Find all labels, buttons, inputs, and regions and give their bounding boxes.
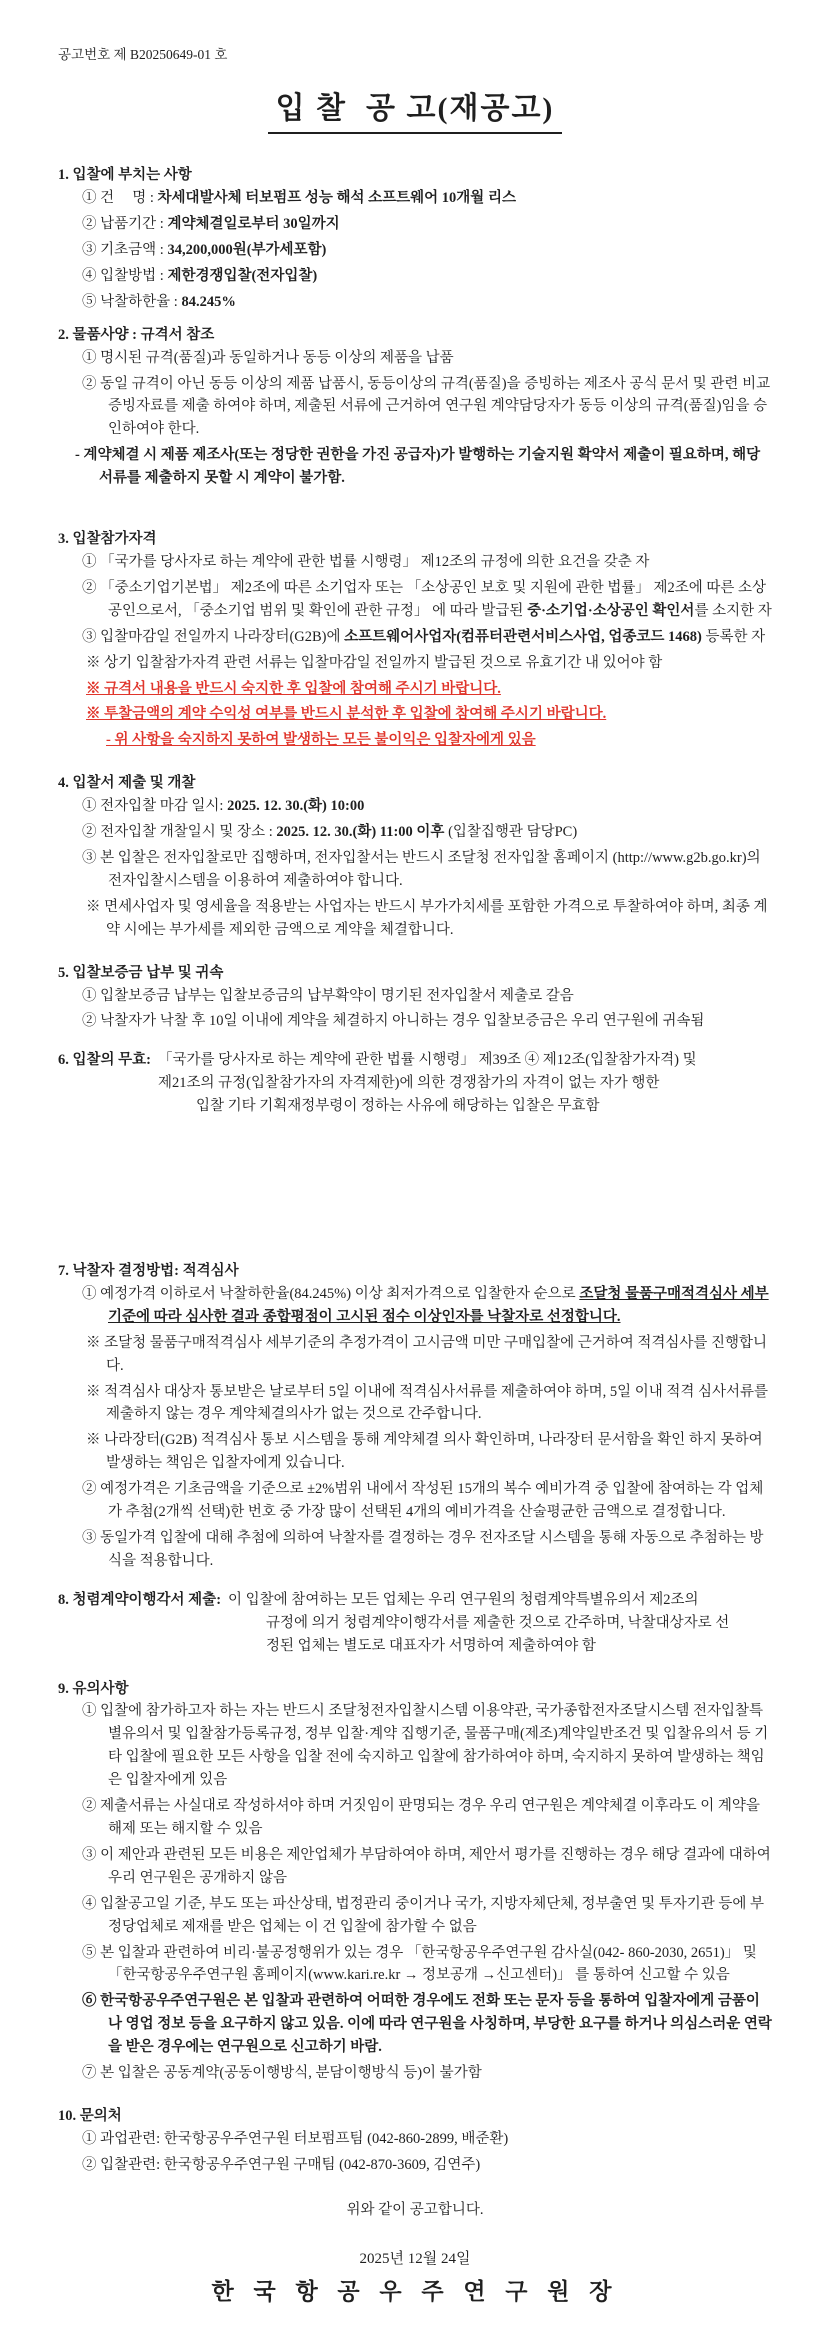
section-9-heading: 9. 유의사항 (58, 1680, 129, 1697)
page-break-gap (58, 1118, 772, 1244)
section-1-heading: 1. 입찰에 부치는 사항 (58, 167, 192, 184)
section-1-item-4 (82, 265, 772, 288)
signer-title: 한 국 항 공 우 주 연 구 원 장 (211, 2279, 619, 2305)
section-2-heading: 2. 물품사양 : 규격서 참조 (58, 326, 215, 343)
section-3-note-1: ※ 상기 입찰참가자격 관련 서류는 입찰마감일 전일까지 발급된 것으로 유효기간 내 있어야 함 (86, 654, 663, 671)
announcement-date: 2025년 12월 24일 (359, 2250, 471, 2267)
item-2-label: ② 납품기간 : (82, 216, 168, 233)
item-text: 등록한 자 (701, 628, 766, 645)
section-10-contact-2: ② 입찰관련: 한국항공우주연구원 구매팀 (042-870-3609, 김연주) (82, 2156, 481, 2173)
section-1-item-5 (82, 291, 772, 314)
item-text: 를 소지한 자 (694, 602, 772, 619)
section-3-red-note-2: ※ 투찰금액의 계약 수익성 여부를 반드시 분석한 후 입찰에 참여해 주시기 바랍니다. (86, 706, 607, 723)
section-8-label: 8. 청렴계약이행각서 제출: (58, 1591, 222, 1608)
page-title (58, 91, 772, 134)
section-8-line-2: 규정에 의거 청렴계약이행각서를 제출한 것으로 간주하며, 낙찰대상자로 선 (266, 1614, 730, 1631)
item-4-label: ④ 입찰방법 : (82, 267, 168, 284)
section-5-item-2: ② 낙찰자가 낙찰 후 10일 이내에 계약을 체결하지 아니하는 경우 입찰보증금은 우리 연구원에 귀속됨 (82, 1013, 705, 1030)
section-8-integrity-pledge (58, 1589, 772, 1658)
section-7-note-2: ※ 적격심사 대상자 통보받은 날로부터 5일 이내에 적격심사서류를 제출하여야 하며, 5일 이내 적격 심사서류를 제출하지 않는 경우 계약체결의사가 없는 것으로 간주합니다. (86, 1383, 769, 1423)
section-8-body (228, 1589, 772, 1658)
closing-statement: 위와 같이 공고합니다. (346, 2201, 484, 2218)
section-4-item-3: ③ 본 입찰은 전자입찰로만 집행하며, 전자입찰서는 반드시 조달청 전자입찰 홈페이지 (http://www.g2b.go.kr)의 전자입찰시스템을 이용하여 제출하여야 합니다. (82, 849, 761, 889)
section-3-item-1: ① 「국가를 당사자로 하는 계약에 관한 법률 시행령」 제12조의 규정에 의한 요건을 갖춘 자 (82, 554, 650, 571)
section-6-line-2: 제21조의 규정(입찰참가자의 자격제한)에 의한 경쟁참가의 자격이 없는 자가 행한 (158, 1075, 660, 1092)
section-4-note-1: ※ 면세사업자 및 영세율을 적용받는 사업자는 반드시 부가가치세를 포함한 가격으로 투찰하여야 하며, 최종 계약 시에는 부가세를 제외한 금액으로 계약을 체결합니다. (86, 898, 768, 938)
item-text: ① 전자입찰 마감 일시: (82, 798, 228, 815)
section-6-body (158, 1049, 772, 1118)
section-1-item-1 (82, 187, 772, 210)
section-5-heading: 5. 입찰보증금 납부 및 귀속 (58, 964, 224, 981)
section-10-contact-1: ① 과업관련: 한국항공우주연구원 터보펌프팀 (042-860-2899, 배준환) (82, 2130, 509, 2147)
section-7-item-3: ③ 동일가격 입찰에 대해 추첨에 의하여 낙찰자를 결정하는 경우 전자조달 시스템을 통해 자동으로 추첨하는 방식을 적용합니다. (82, 1530, 764, 1569)
section-9-item-4: ④ 입찰공고일 기준, 부도 또는 파산상태, 법정관리 중이거나 국가, 지방자체단체, 정부출연 및 투자기관 등에 부정당업체로 제재를 받은 업체는 이 건 입찰에 참가할 수 없음 (82, 1895, 765, 1935)
section-4-item-1 (82, 795, 772, 818)
item-bold-text: 소프트웨어사업자(컴퓨터관련서비스사업, 업종코드 1468) (344, 628, 702, 645)
item-5-label: ⑤ 낙찰하한율 : (82, 293, 182, 310)
section-9-item-3: ③ 이 제안과 관련된 모든 비용은 제안업체가 부담하여야 하며, 제안서 평가를 진행하는 경우 해당 결과에 대하여 우리 연구원은 공개하지 않음 (82, 1846, 771, 1886)
section-5-item-1: ① 입찰보증금 납부는 입찰보증금의 납부확약이 명기된 전자입찰서 제출로 갈음 (82, 987, 574, 1004)
section-9-item-7: ⑦ 본 입찰은 공동계약(공동이행방식, 분담이행방식 등)이 불가함 (82, 2065, 482, 2082)
section-7-note-1: ※ 조달청 물품구매적격심사 세부기준의 추정가격이 고시금액 미만 구매입찰에 근거하여 적격심사를 진행합니다. (86, 1334, 768, 1374)
doc-number: 공고번호 제 B20250649-01 호 (58, 47, 228, 62)
section-3-item-2 (82, 577, 772, 623)
item-underlined-text: 조달청 물품구매적격심사 세부기준에 따라 심사한 결과 종합평점이 고시된 점수 이상인자를 낙찰자로 선정합니다. (108, 1285, 769, 1325)
section-8-line-3: 정된 업체는 별도로 대표자가 서명하여 제출하여야 함 (266, 1637, 596, 1654)
section-2-item-1: ① 명시된 규격(품질)과 동일하거나 동등 이상의 제품을 납품 (82, 349, 454, 366)
section-3-red-note-3: - 위 사항을 숙지하지 못하여 발생하는 모든 불이익은 입찰자에게 있음 (106, 732, 536, 749)
section-9-item-1: ① 입찰에 참가하고자 하는 자는 반드시 조달청전자입찰시스템 이용약관, 국가종합전자조달시스템 전자입찰특별유의서 및 입찰참가등록규정, 정부 입찰·계약 집행기준, 물품구매(제조)계약일반조건 및 입찰유의서 등 기타 입찰에 필요한 모든 사항을 입찰 전에 숙지하고 입찰에 참가하여야 하며, 숙지하지 못하여 발생하는 책임은 입찰자에게 있음 (82, 1703, 769, 1789)
section-8-line-1: 이 입찰에 참여하는 모든 업체는 우리 연구원의 청렴계약특별유의서 제2조의 (228, 1591, 699, 1608)
item-3-label: ③ 기초금액 : (82, 242, 168, 259)
section-9-item-6: ⑥ 한국항공우주연구원은 본 입찰과 관련하여 어떠한 경우에도 전화 또는 문자 등을 통하여 입찰자에게 금품이나 영업 정보 등을 요구하지 않고 있음. 이에 따라 연구원을 사칭하며, 부당한 요구를 하거나 의심스러운 연락을 받은 경우에는 연구원으로 신고하기 바람. (82, 1993, 772, 2056)
item-text: ① 예정가격 이하로서 낙찰하한율(84.245%) 이상 최저가격으로 입찰한자 순으로 (82, 1285, 580, 1302)
deadline-datetime: 2025. 12. 30.(화) 10:00 (227, 798, 365, 815)
section-7-item-1 (82, 1283, 772, 1329)
section-6-invalid-bids (58, 1049, 772, 1118)
section-1-item-2 (82, 213, 772, 236)
section-6-line-3: 입찰 기타 기획재정부령이 정하는 사유에 해당하는 입찰은 무효함 (196, 1098, 600, 1115)
item-4-value: 제한경쟁입찰(전자입찰) (167, 267, 318, 284)
section-1-item-3 (82, 239, 772, 262)
section-3-heading: 3. 입찰참가자격 (58, 531, 157, 548)
section-9-item-2: ② 제출서류는 사실대로 작성하셔야 하며 거짓임이 판명되는 경우 우리 연구원은 계약체결 이후라도 이 계약을 해제 또는 해지할 수 있음 (82, 1798, 760, 1837)
item-text: ② 전자입찰 개찰일시 및 장소 : (82, 824, 277, 841)
item-3-value: 34,200,000원(부가세포함) (167, 242, 327, 259)
section-9-item-5: ⑤ 본 입찰과 관련하여 비리·불공정행위가 있는 경우 「한국항공우주연구원 감사실(042- 860-2030, 2651)」 및 「한국항공우주연구원 홈페이지(www.kari.re.kr → 정보공개 →신고센터)」 를 통하여 신고할 수 있음 (82, 1944, 757, 1984)
section-2-dash-note: - 계약체결 시 제품 제조사(또는 정당한 권한을 가진 공급자)가 발행하는 기술지원 확약서 제출이 필요하며, 해당 서류를 제출하지 못할 시 계약이 불가함. (75, 447, 761, 487)
item-5-value: 84.245% (181, 293, 236, 310)
section-3-item-3 (82, 626, 772, 649)
section-2-item-2: ② 동일 규격이 아닌 동등 이상의 제품 납품시, 동등이상의 규격(품질)을 증빙하는 제조사 공식 문서 및 관련 비교증빙자료를 제출 하여야 하며, 제출된 서류에 근거하여 연구원 계약담당자가 동등 이상의 규격(품질)임을 승인하여야 한다. (82, 375, 771, 438)
opening-datetime: 2025. 12. 30.(화) 11:00 이후 (276, 824, 445, 841)
item-1-value: 차세대발사체 터보펌프 성능 해석 소프트웨어 10개월 리스 (157, 190, 516, 207)
item-bold-text: 중·소기업·소상공인 확인서 (527, 602, 695, 619)
section-7-heading: 7. 낙찰자 결정방법: 적격심사 (58, 1263, 239, 1280)
section-4-heading: 4. 입찰서 제출 및 개찰 (58, 775, 196, 792)
item-text: ③ 입찰마감일 전일까지 나라장터(G2B)에 (82, 628, 345, 645)
page-title-text: 입 찰 공 고(재공고) (268, 91, 563, 134)
item-2-value: 계약체결일로부터 30일까지 (167, 216, 340, 233)
section-6-label: 6. 입찰의 무효: (58, 1052, 151, 1069)
item-1-label: ① 건 명 : (82, 190, 158, 207)
section-7-item-2: ② 예정가격은 기초금액을 기준으로 ±2%범위 내에서 작성된 15개의 복수 예비가격 중 입찰에 참여하는 각 업체가 추첨(2개씩 선택)한 번호 중 가장 많이 선택된 4개의 예비가격을 산술평균한 금액으로 결정합니다. (82, 1481, 764, 1521)
item-text: ② 「중소기업기본법」 제2조에 따른 소기업자 또는 「소상공인 보호 및 지원에 관한 법률」 제2조에 따른 소상공인으로서, 「중소기업 범위 및 확인에 관한 규정」 에 따라 발급된 (82, 579, 767, 619)
section-6-line-1: 「국가를 당사자로 하는 계약에 관한 법률 시행령」 제39조 ④ 제12조(입찰참가자격) 및 (158, 1052, 697, 1069)
section-10-heading: 10. 문의처 (58, 2107, 122, 2124)
section-4-item-2 (82, 821, 772, 844)
item-text: (입찰집행관 담당PC) (444, 824, 578, 841)
section-3-red-note-1: ※ 규격서 내용을 반드시 숙지한 후 입찰에 참여해 주시기 바랍니다. (86, 680, 501, 697)
section-7-note-3: ※ 나라장터(G2B) 적격심사 통보 시스템을 통해 계약체결 의사 확인하며, 나라장터 문서함을 확인 하지 못하여 발생하는 책임은 입찰자에게 있습니다. (86, 1432, 763, 1472)
